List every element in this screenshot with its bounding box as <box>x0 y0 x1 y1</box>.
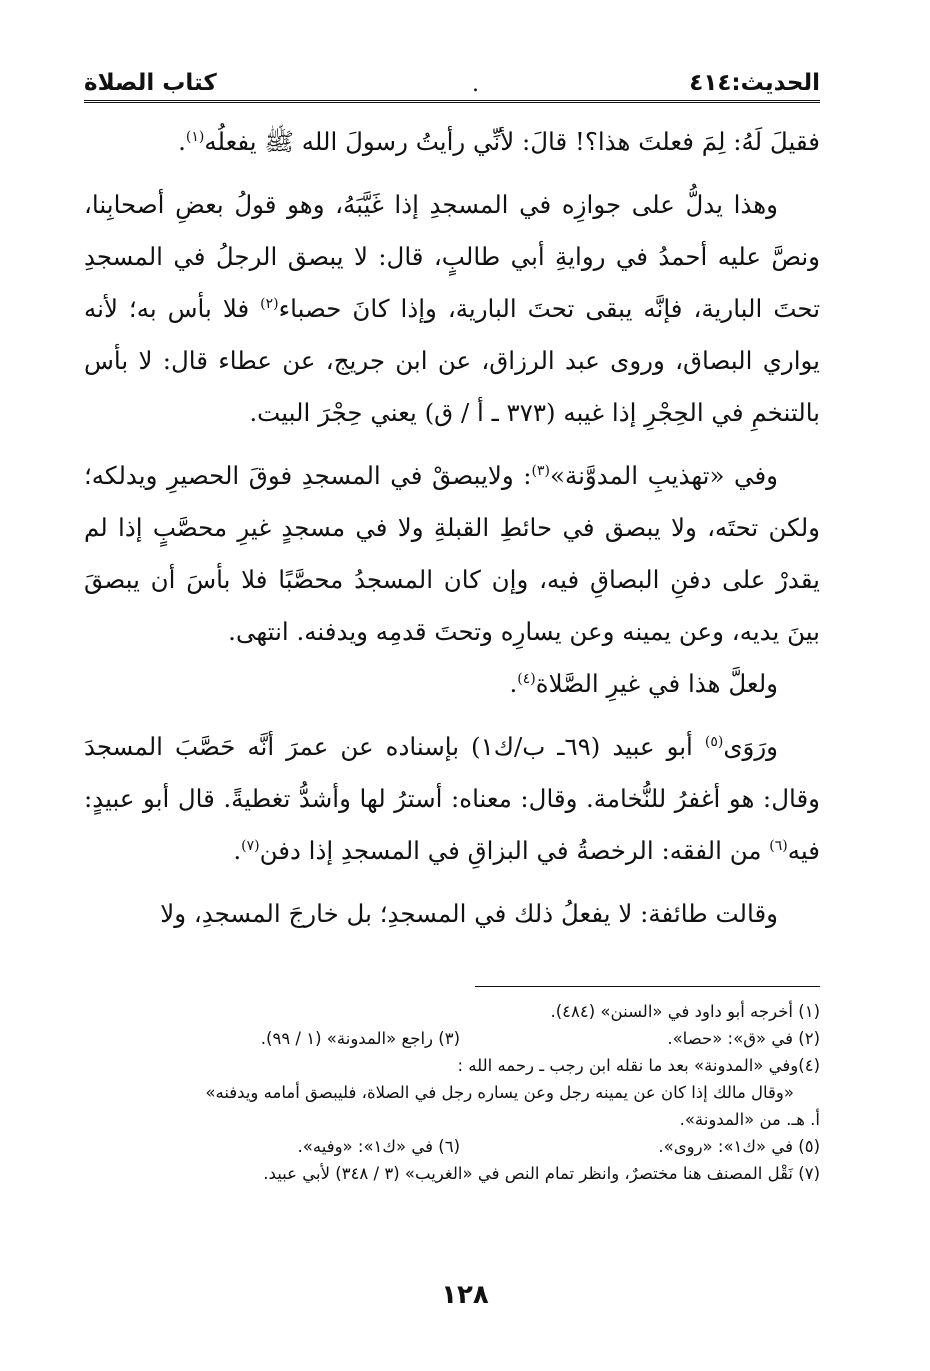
footnote-row-2-3 <box>84 1025 820 1052</box>
footnote-4-source: أ. هـ. من «المدونة». <box>679 1110 820 1129</box>
footnote-ref-6: (٦) <box>769 837 788 854</box>
header-book-title: كتاب الصلاة <box>84 70 217 96</box>
footnote-ref-7: (٧) <box>241 837 260 854</box>
footnote-ref-3: (٣) <box>531 462 550 479</box>
paragraph-5: ورَوَى$^{(٥)}$ أبو عبيد (٦٩ـ ب/ك١) بإسناده عن عمرَ أنَّه حَصَّبَ المسجدَ وقال: هو أغفرُ للنُّخامة. وقال: معناه: أسترُ لها وأشدُّ تغطيةً. قال أبو عبيدٍ: فيه$^{(٦)}$ من الفقه: الرخصةُ في البزاقِ في المسجدِ إذا دفن$^{(٧)}$. <box>84 732 820 865</box>
footnote-4-quote: «وقال مالك إذا كان عن يمينه رجل وعن يساره رجل في الصلاة، فليبصق أمامه ويدفنه» <box>205 1083 794 1102</box>
footnote-6: (٦) في «ك١»: «وفيه». <box>297 1137 460 1156</box>
running-header <box>84 60 820 96</box>
page-number: ١٢٨ <box>441 1280 489 1310</box>
footnote-separator <box>475 986 820 987</box>
main-text <box>84 116 820 940</box>
footnote-4: (٤)وفي «المدونة» بعد ما نقله ابن رجب ـ رحمه الله : <box>457 1056 820 1075</box>
footnote-1: (١) أخرجه أبو داود في «السنن» (٤٨٤). <box>550 1002 820 1021</box>
header-dot: . <box>472 72 479 97</box>
paragraph-1: فقيلَ لَهُ: لِمَ فعلتَ هذا؟! قالَ: لأنِّي رأيتُ رسولَ الله ﷺ يفعلُه$^{(١)}$. <box>178 127 820 156</box>
footnote-row-5-6 <box>84 1133 820 1160</box>
footnote-3: (٣) راجع «المدونة» (١ / ٩٩). <box>260 1029 460 1048</box>
header-hadith-number: الحديث:٤١٤ <box>689 70 820 96</box>
footnote-2: (٢) في «ق»: «حصا». <box>667 1029 820 1048</box>
footnote-7: (٧) نَقْل المصنف هنا مختصرٌ، وانظر تمام النص في «الغريب» (٣ / ٣٤٨) لأبي عبيد. <box>263 1164 820 1183</box>
paragraph-4: ولعلَّ هذا في غيرِ الصَّلاة$^{(٤)}$. <box>509 669 778 698</box>
header-rule <box>84 100 820 103</box>
footnote-ref-4: (٤) <box>517 670 536 687</box>
footnotes <box>84 998 820 1187</box>
footnote-ref-1: (١) <box>185 128 205 145</box>
footnote-ref-5: (٥) <box>704 733 724 750</box>
paragraph-6: وقالت طائفة: لا يفعلُ ذلك في المسجدِ؛ بل خارجَ المسجدِ، ولا <box>160 899 778 928</box>
footnote-ref-2: (٢) <box>260 295 279 312</box>
footnote-5: (٥) في «ك١»: «روى». <box>658 1137 820 1156</box>
paragraph-2: وهذا يدلُّ على جوازِه في المسجدِ إذا غَيَّبَهُ، وهو قولُ بعضِ أصحابِنا، ونصَّ عليه أحمدُ في روايةِ أبي طالبٍ، قال: لا يبصق الرجلُ في المسجدِ تحتَ البارية، فإنَّه يبقى تحتَ البارية، وإذا كانَ حصباء$^{(٢)}$ فلا بأس به؛ لأنه يواري البصاق، وروى عبد الرزاق، عن ابن جريج، عن عطاء قال: لا بأس بالتنخمِ في الحِجْرِ إذا غيبه (٣٧٣ ـ أ / ق) يعني حِجْرَ البيت. <box>84 190 821 427</box>
paragraph-3: وفي «تهذيبِ المدوَّنة»$^{(٣)}$: ولايبصقْ في المسجدِ فوقَ الحصيرِ ويدلكه؛ ولكن تحتَه، ولا يبصق في حائطِ القبلةِ ولا في مسجدٍ غيرِ محصَّبٍ إذا لم يقدرْ على دفنِ البصاقِ فيه، وإن كان المسجدُ محصَّبًا فلا بأسَ أن يبصقَ بينَ يديه، وعن يمينه وعن يسارِه وتحتَ قدمِه ويدفنه. انتهى. <box>84 461 820 646</box>
